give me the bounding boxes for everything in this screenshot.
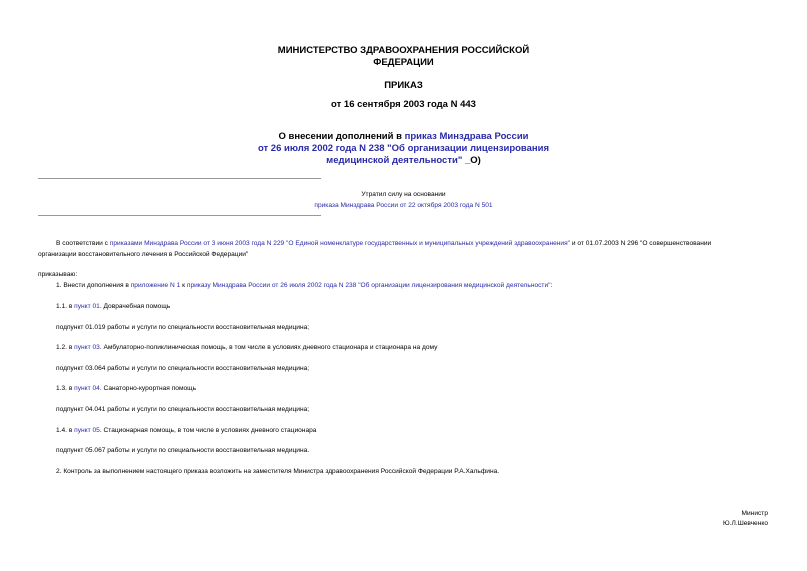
subitem-1-2-detail: подпункт 03.064 работы и услуги по специальности восстановительная медицина; [56, 365, 310, 372]
document-title-line3 [0, 155, 807, 167]
subitem-1-3-text1: 1.3. в [56, 385, 75, 392]
title-prefix: О внесении дополнений в [278, 131, 405, 142]
subitem-1-1-detail: подпункт 01.019 работы и услуги по специальности восстановительная медицина; [56, 324, 310, 331]
subitem-1-2-link[interactable]: пункт 03 [74, 344, 100, 351]
item-1-text1: 1. Внести дополнения в [56, 282, 131, 289]
item-1-link-order[interactable]: приказу Минздрава России от 26 июля 2002 года N 238 "Об организации лицензирования медицинской деятельности" [186, 282, 551, 289]
subitem-1-2 [56, 343, 437, 352]
subitem-1-2-text2: . Амбулаторно-поликлиническая помощь, в том числе в условиях дневного стационара и стационара на дому [99, 344, 438, 351]
subitem-1-4-link[interactable]: пункт 05 [74, 427, 100, 434]
subitem-1-4-detail: подпункт 05.067 работы и услуги по специальности восстановительная медицина. [56, 447, 310, 454]
subitem-1-1 [56, 302, 170, 311]
signature-position: Министр [741, 510, 768, 517]
order-word: приказываю: [38, 271, 78, 278]
item-2: 2. Контроль за выполнением настоящего приказа возложить на заместителя Министра здравоохранения Российской Федерации Р.А.Хальфина. [56, 468, 500, 475]
subitem-1-4-text1: 1.4. в [56, 427, 75, 434]
ministry-name-line2: ФЕДЕРАЦИИ [373, 57, 434, 68]
preamble-link-orders[interactable]: приказами Минздрава России от 3 июня 2003 года N 229 "О Единой номенклатуре государственных и муниципальных учреждений здравоохранения" [109, 240, 571, 247]
subitem-1-3-text2: . Санаторно-курортная помощь [99, 385, 197, 392]
subitem-1-4 [56, 426, 316, 435]
ministry-name-line1: МИНИСТЕРСТВО ЗДРАВООХРАНЕНИЯ РОССИЙСКОЙ [277, 45, 530, 56]
document-title-line1 [0, 131, 807, 143]
document-date-number: от 16 сентября 2003 года N 443 [331, 99, 476, 110]
subitem-1-4-text2: . Стационарная помощь, в том числе в условиях дневного стационара [99, 427, 317, 434]
preamble-text1: В соответствии с [56, 240, 110, 247]
status-note-line1: Утратил силу на основании [361, 191, 446, 198]
preamble-line2: организации восстановительного лечения в Российской Федерации" [38, 251, 249, 258]
item-1-link-appendix[interactable]: приложение N 1 [130, 282, 181, 289]
document-title-line2 [0, 143, 807, 155]
title-link-order-date[interactable]: от 26 июля 2002 года N 238 "Об организации лицензирования [257, 143, 550, 154]
item-1-text2: к [180, 282, 187, 289]
subitem-1-3 [56, 384, 196, 393]
subitem-1-1-text2: . Доврачебная помощь [99, 303, 171, 310]
status-note-link[interactable]: приказа Минздрава России от 22 октября 2003 года N 501 [314, 202, 493, 209]
title-suffix: _О) [462, 155, 481, 166]
item-1 [56, 281, 804, 290]
subitem-1-3-detail: подпункт 04.041 работы и услуги по специальности восстановительная медицина; [56, 406, 310, 413]
preamble-line1 [56, 239, 804, 248]
subitem-1-2-text1: 1.2. в [56, 344, 75, 351]
subitem-1-1-text1: 1.1. в [56, 303, 75, 310]
item-1-text3: : [550, 282, 553, 289]
signature-name: Ю.Л.Шевченко [723, 520, 768, 527]
title-link-order[interactable]: приказ Минздрава России [404, 131, 529, 142]
status-note-line2 [0, 201, 807, 210]
preamble-text2: и от 01.07.2003 N 296 "О совершенствовании [570, 240, 712, 247]
document-type: ПРИКАЗ [384, 80, 423, 91]
divider-bottom [38, 215, 321, 216]
subitem-1-3-link[interactable]: пункт 04 [74, 385, 100, 392]
title-link-order-subject[interactable]: медицинской деятельности" [326, 155, 463, 166]
subitem-1-1-link[interactable]: пункт 01 [74, 303, 100, 310]
divider-top [38, 178, 321, 179]
